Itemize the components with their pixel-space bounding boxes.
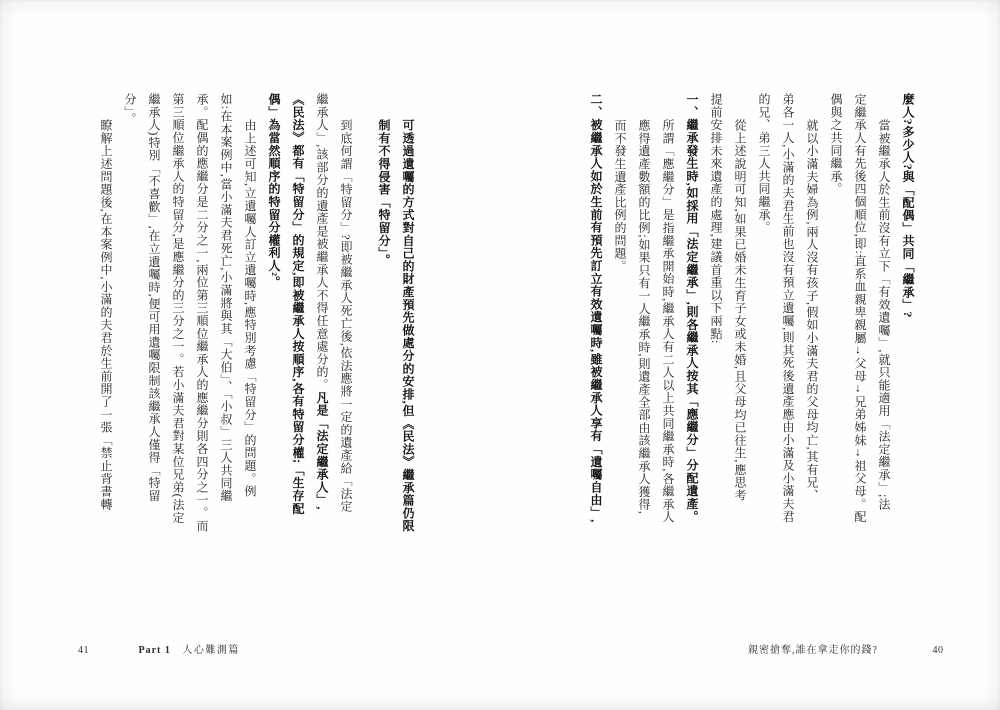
text-column (214, 93, 238, 549)
text-segment: 就以小滿夫婦為例,兩人沒有孩子,假如小滿夫君的父母均亡,其有兄、 (805, 119, 819, 502)
text-column (776, 93, 800, 549)
text-segment: 第三順位繼承人的特留分,是應繼分的三分之一。若小滿夫君對某位兄弟(法定 (171, 93, 185, 524)
text-column (680, 93, 704, 549)
text-segment: 。 (267, 276, 281, 289)
right-page-text-block (584, 93, 920, 549)
text-segment: 弟各一人,小滿的夫君生前也沒有預立遺囑,則其死後遺產應由小滿及小滿夫君 (781, 93, 795, 523)
text-segment: 偶與之共同繼承。 (829, 93, 843, 196)
text-column (118, 93, 142, 549)
part-title: 人心難測篇 (182, 645, 240, 656)
text-segment: 凡是「法定繼承人」, (315, 391, 329, 511)
text-segment: 《民法》都有「特留分」的規定,即被繼承人按順序,各有特留分權;「生存配 (291, 93, 305, 515)
text-column (166, 93, 190, 549)
text-column (584, 93, 608, 549)
text-column (848, 93, 872, 549)
text-column (310, 93, 334, 549)
text-segment: 由上述可知,立遺囑人訂立遺囑時,應特別考慮「特留分」的問題。例 (243, 119, 257, 498)
text-segment: 瞭解上述問題後,在本案例中,小滿的夫君於生前開了一張「禁止背書轉 (99, 119, 113, 511)
left-page-footer (78, 641, 240, 656)
text-segment: 繼承人」,該部分的遺產是被繼承人不得任意處分的。 (315, 93, 329, 392)
text-column (800, 93, 824, 575)
right-page-number: 40 (932, 645, 944, 656)
text-segment: 從上述說明可知,如果已婚未生育子女或未婚,且父母均已往生,應思考 (733, 119, 747, 502)
text-column (286, 93, 310, 549)
left-page-number: 41 (78, 645, 89, 656)
text-segment: 應得遺產數額的比例;如果只有一人繼承時,則遺產全部由該繼承人獲得, (637, 119, 651, 515)
text-segment: 而不發生遺產比例的問題。 (613, 119, 627, 273)
text-column (262, 93, 286, 549)
right-page (500, 0, 1000, 710)
text-segment: 制有不得侵害「特留分」。 (377, 119, 391, 267)
text-segment: 的兄、弟三人共同繼承。 (757, 93, 771, 234)
text-segment: 可透過遺囑的方式對自己的財產預先做處分的安排,但《民法》繼承篇仍限 (401, 119, 415, 533)
text-column (608, 93, 632, 575)
text-column (704, 93, 728, 549)
text-segment: 當被繼承人於生前沒有立下「有效遺囑」,就只能適用「法定繼承」;法 (877, 119, 891, 511)
text-segment: 一、繼承發生時,如採用「法定繼承」,則各繼承人按其「應繼分」分配遺產。 (685, 93, 699, 523)
text-column (752, 93, 776, 549)
text-column (372, 93, 396, 575)
text-column (872, 93, 896, 575)
part-label: Part 1 (138, 645, 171, 656)
left-page-text-block (94, 93, 420, 549)
text-segment: 提前安排未來遺產的處理,建議首重以下兩點: (709, 93, 723, 345)
text-segment: 到底何謂「特留分」?即被繼承人死亡後,依法應將一定的遺產給「法定 (339, 119, 353, 513)
text-segment: 偶」為當然順序的特留分權利人 (267, 93, 281, 273)
text-column (728, 93, 752, 575)
right-page-footer (748, 641, 943, 656)
text-segment: 二、被繼承人如於生前有預先訂立有效遺囑時,雖被繼承人享有「遺囑自由」, (589, 93, 603, 523)
text-column (632, 93, 656, 575)
text-column (142, 93, 166, 549)
text-column (896, 93, 920, 549)
text-segment: 繼承人)特別「不喜歡」,在立遺囑時,便可用遺囑限制該繼承人僅得「特留 (147, 93, 161, 503)
book-title: 親密搶奪,誰在拿走你的錢? (748, 645, 878, 656)
text-segment: 承。配偶的應繼分是二分之一,兩位第三順位繼承人的應繼分則各四分之一。而 (195, 93, 209, 532)
text-column (94, 93, 118, 575)
text-column (396, 93, 420, 575)
text-segment: 麼人?多少人?與「配偶」共同「繼承」? (901, 93, 915, 319)
text-segment: 分」。 (123, 93, 137, 126)
text-segment: 如:在本案例中,當小滿夫君死亡,小滿將與其「大伯」、「小叔」三人共同繼 (219, 93, 233, 503)
text-segment: 所謂「應繼分」是指繼承開始時,繼承人有二人以上共同繼承時,各繼承人 (661, 119, 675, 524)
footnote-marker: 2 (270, 272, 279, 277)
text-column (656, 93, 680, 575)
text-column (334, 93, 358, 575)
text-column (238, 93, 262, 575)
text-column (824, 93, 848, 549)
text-segment: 定繼承人有先後四個順位,即:直系血親卑親屬→父母→兄弟姊妹→祖父母。配 (853, 93, 867, 524)
text-column (190, 93, 214, 549)
